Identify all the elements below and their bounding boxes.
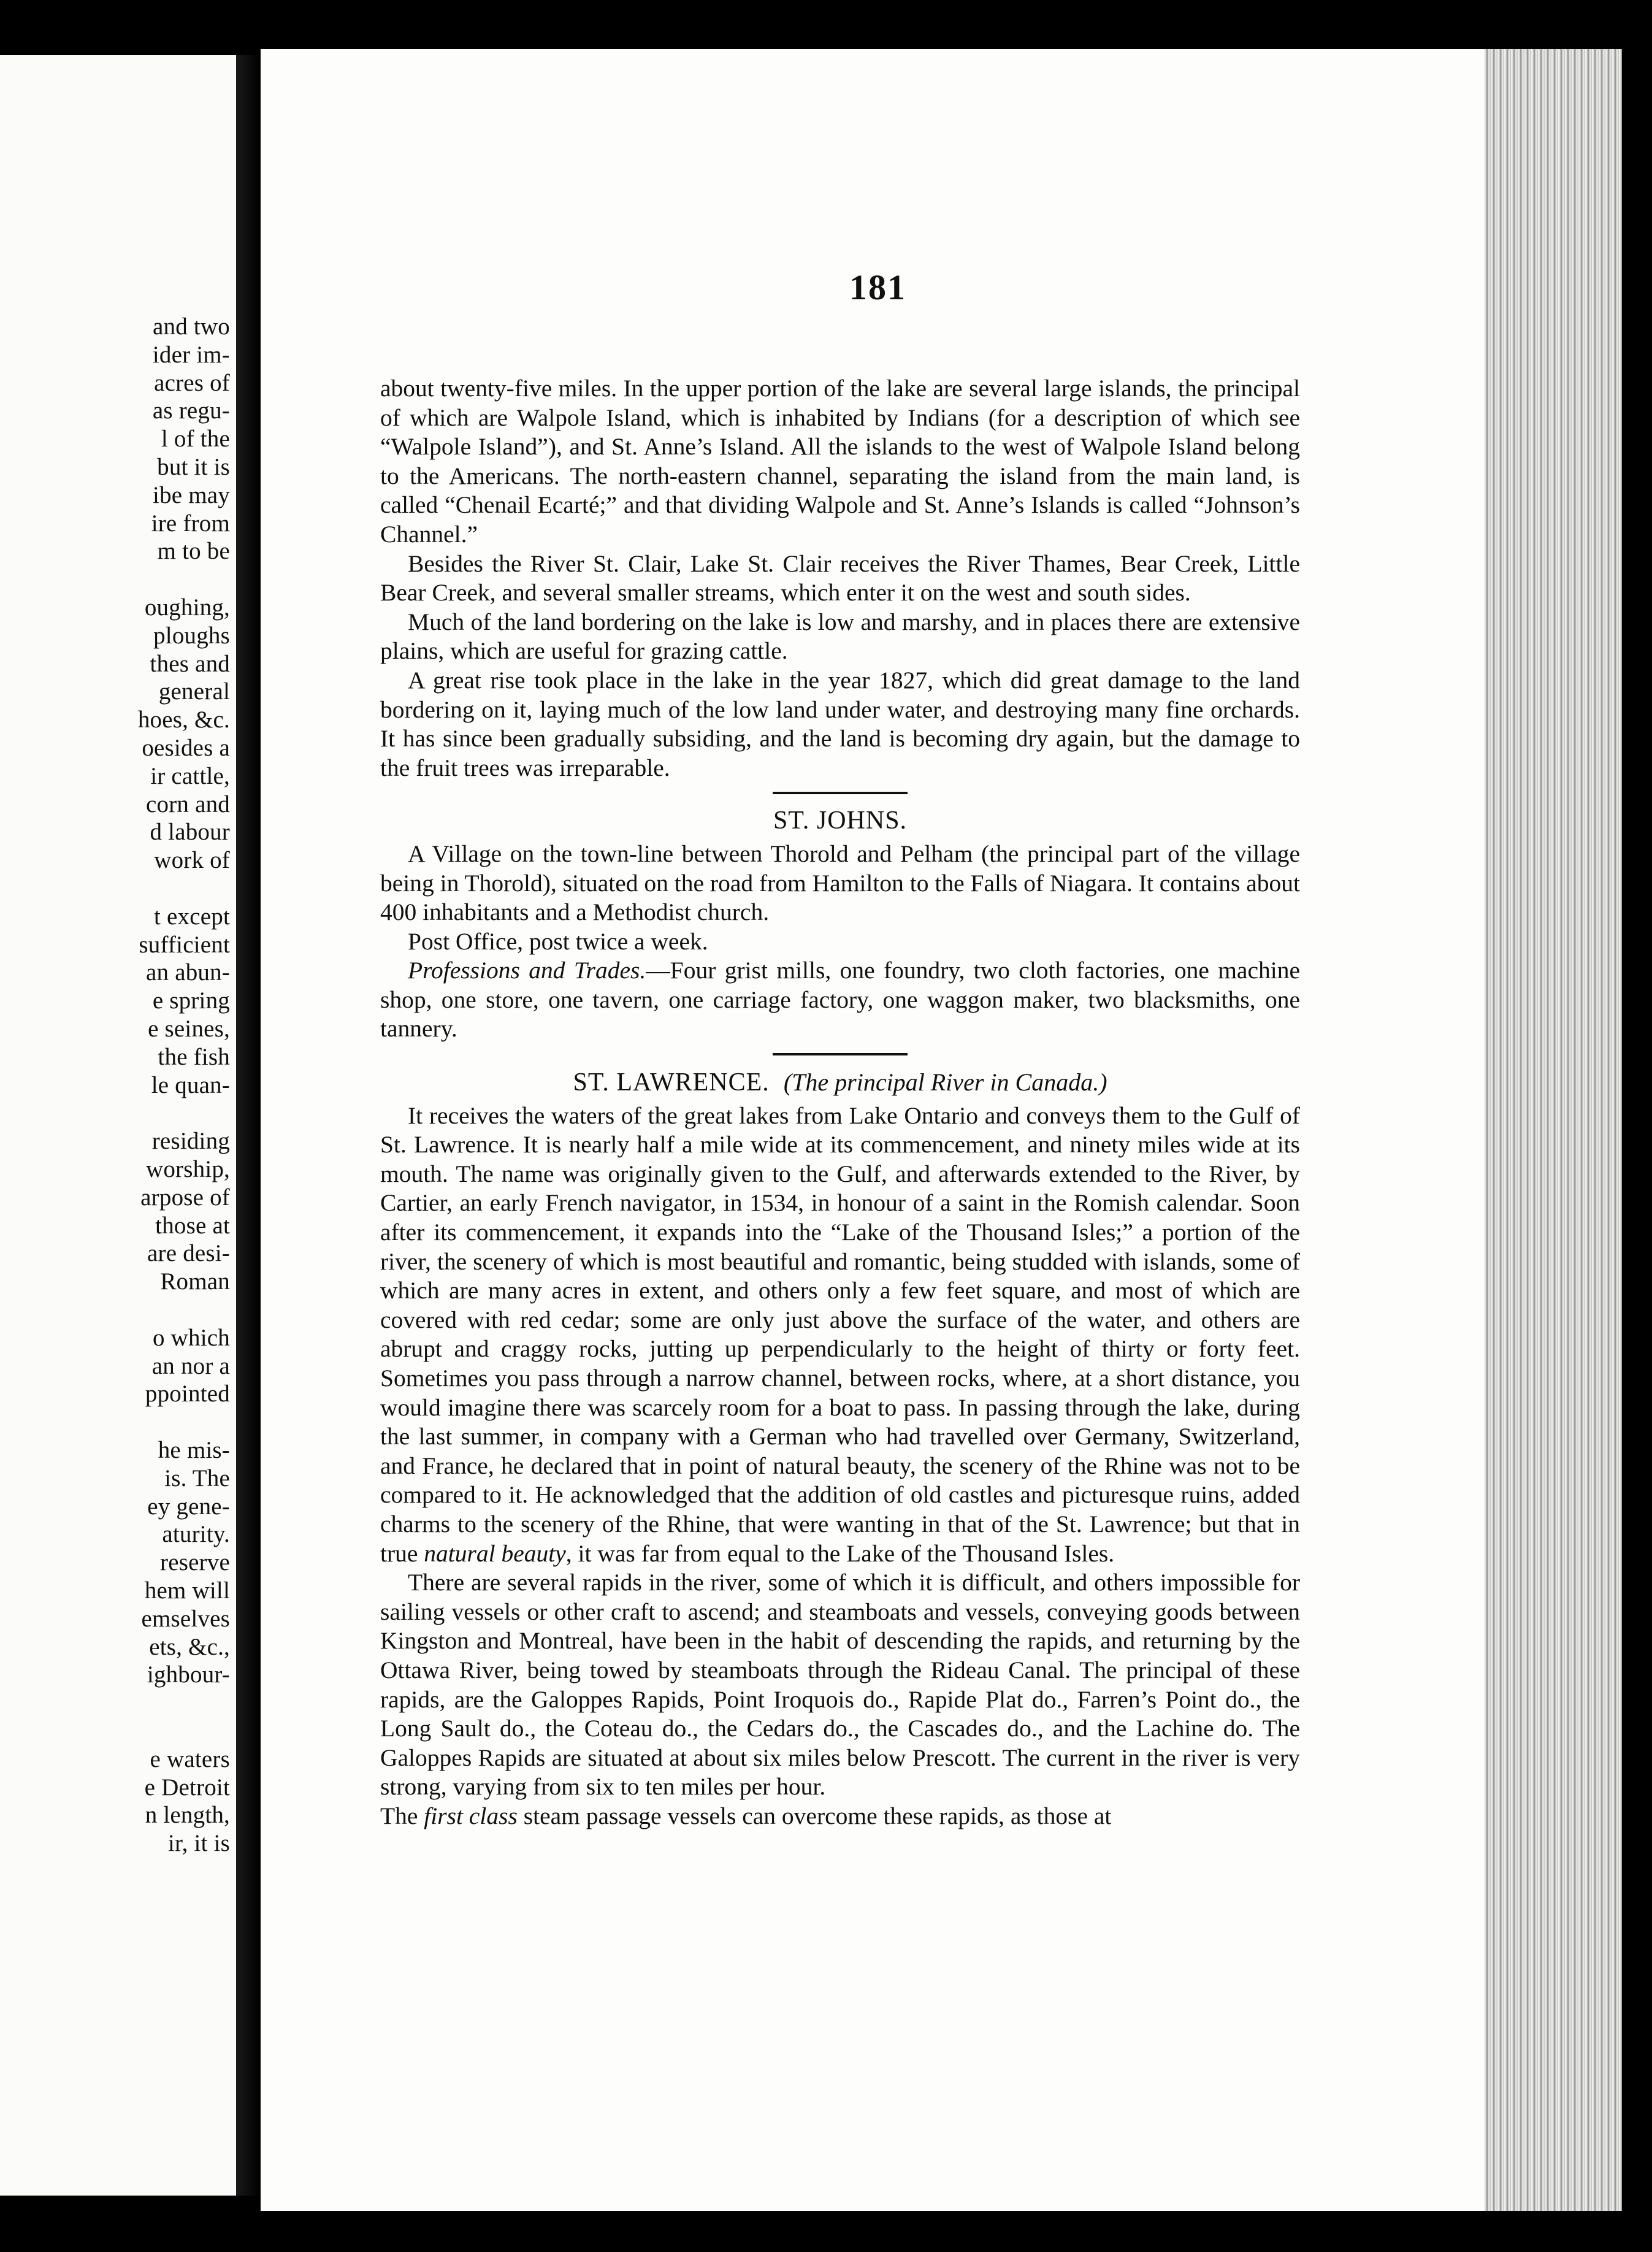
- paragraph: A great rise took place in the lake in the year 1827, which did great damage to the land bordering on it, laying much of the low land under water, and destroying many fine orchards. It has since been gradually subsiding, and the land is becoming dry again, but the damage to the fruit trees was irreparable.: [380, 666, 1300, 781]
- left-page-line: general: [158, 678, 230, 705]
- paragraph-text: steam passage vessels can overcome these rapids, as those at: [517, 1802, 1112, 1829]
- left-page-line: l of the: [161, 426, 230, 453]
- left-page-line: e spring: [152, 987, 230, 1014]
- paragraph: Besides the River St. Clair, Lake St. Clair receives the River Thames, Bear Creek, Little Bear Creek, and several smaller streams, which enter it on the west and south sides.: [380, 550, 1300, 607]
- left-page-line: ppointed: [145, 1381, 230, 1408]
- left-page-line: ey gene-: [147, 1493, 230, 1520]
- left-page-line: aturity.: [162, 1521, 230, 1548]
- italic-label: Professions and Trades.: [408, 957, 646, 984]
- left-page-line: e Detroit: [144, 1774, 230, 1801]
- paragraph: There are several rapids in the river, some of which it is difficult, and others impossible for sailing vessels or other craft to ascend; and steamboats and vessels, conveying goods between Kingston and Montreal, have been in the habit of descending the rapids, and returning by the Ottawa River, being towed by steamboats through the Rideau Canal. The principal of these rapids, are the Galoppes Rapids, Point Iroquois do., Rapide Plat do., Farren’s Point do., the Long Sault do., the Coteau do., the Cedars do., the Cascades do., and the Lachine do. The Galoppes Rapids are situated at about six miles below Prescott. The current in the river is very strong, varying from six to ten miles per hour.: [380, 1569, 1300, 1801]
- left-page-line: ider im-: [152, 341, 230, 368]
- paragraph-text: , it was far from equal to the Lake of the Thousand Isles.: [565, 1539, 1115, 1567]
- left-page-line: is. The: [164, 1465, 230, 1492]
- left-page-line: ire from: [151, 510, 230, 537]
- left-page-line: those at: [155, 1212, 230, 1239]
- left-page-line: reserve: [160, 1549, 230, 1576]
- left-page-line: thes and: [150, 650, 230, 677]
- right-page: [261, 49, 1622, 2211]
- left-page-line: an nor a: [151, 1352, 230, 1379]
- paragraph: A Village on the town-line between Thorold and Pelham (the principal part of the village being in Thorold), situated on the road from Hamilton to the Falls of Niagara. It contains about 400 inhabitants and a Methodist church.: [380, 840, 1300, 926]
- left-page-line: Roman: [160, 1268, 230, 1295]
- left-page-line: he mis-: [158, 1437, 230, 1463]
- left-page-line: sufficient: [139, 931, 230, 958]
- section-heading: ST. JOHNS.: [773, 806, 908, 835]
- left-page-line: le quan-: [151, 1071, 230, 1098]
- paragraph: about twenty-five miles. In the upper portion of the lake are several large islands, the principal of which are Walpole Island, which is inhabited by Indians (for a description of which see “Walpole Island”), and St. Anne’s Island. All the islands to the west of Walpole Island belong to the Americans. The north-eastern channel, separating the island from the main land, is called “Chenail Ecarté;” and that dividing Walpole and St. Anne’s Islands is called “Johnson’s Channel.”: [380, 375, 1300, 548]
- italic-text: natural beauty: [424, 1539, 566, 1567]
- italic-text: first class: [424, 1802, 518, 1829]
- paragraph-text: —Four grist mills, one foundry, two cloth factories, one machine shop, one store, one tavern, one carriage factory, one waggon maker, two blacksmiths, one tannery.: [380, 957, 1300, 1043]
- left-page-line: and two: [153, 313, 230, 340]
- paragraph: [380, 956, 1300, 1044]
- book-gutter: [236, 55, 261, 2196]
- paragraph: [380, 1101, 1300, 1569]
- left-page-line: acres of: [154, 369, 230, 396]
- left-page-line: the fish: [158, 1043, 230, 1070]
- left-page-line: ploughs: [153, 622, 230, 649]
- left-facing-page: [0, 55, 236, 2196]
- left-page-line: arpose of: [140, 1184, 230, 1211]
- left-page-line: emselves: [141, 1605, 230, 1632]
- left-page-line: hoes, &c.: [137, 707, 230, 733]
- left-page-line: ighbour-: [147, 1661, 230, 1688]
- paragraph-text: It receives the waters of the great lakes from Lake Ontario and conveys them to the Gulf of St. Lawrence. It is nearly half a mile wide at its commencement, and ninety miles wide at its mouth. The name was originally given to the Gulf, and afterwards extended to the River, by Cartier, an early French navigator, in 1534, in honour of a saint in the Romish calendar. Soon after its commencement, it expands into the “Lake of the Thousand Isles;” a portion of the river, the scenery of which is most beautiful and romantic, being studded with islands, some of which are many acres in extent, and others only a few feet square, and most of which are covered with red cedar; some are only just above the surface of the water, and others are abrupt and craggy rocks, jutting up perpendicularly to the height of thirty or forty feet. Sometimes you pass through a narrow channel, between rocks, where, at a short distance, you would imagine there was scarcely room for a boat to pass. In passing through the lake, during the last summer, in company with a German who had travelled over Germany, Switzerland, and France, he declared that in point of natural beauty, the scenery of the Rhine was not to be compared to it. He acknowledged that the addition of old castles and picturesque ruins, added charms to the scenery of the Rhine, that were wanting in that of the St. Lawrence; but that in true: [380, 1101, 1300, 1567]
- paragraph: [380, 1802, 1300, 1831]
- heading-subtitle: (The principal River in Canada.): [783, 1068, 1107, 1097]
- section-heading: [380, 1068, 1300, 1098]
- page-edges: [1484, 49, 1622, 2211]
- heading-title: ST. LAWRENCE.: [573, 1068, 770, 1097]
- paragraph: Much of the land bordering on the lake is low and marshy, and in places there are extensive plains, which are useful for grazing cattle.: [380, 608, 1300, 665]
- left-page-line: ets, &c.,: [149, 1633, 230, 1660]
- left-page-line: d labour: [150, 819, 230, 846]
- left-page-line: e seines,: [148, 1016, 230, 1042]
- left-page-line: work of: [154, 847, 230, 874]
- left-page-line: but it is: [157, 454, 230, 480]
- left-page-line: are desi-: [147, 1240, 230, 1267]
- paragraph: Post Office, post twice a week.: [408, 927, 708, 955]
- left-page-line: hem will: [144, 1577, 230, 1604]
- section-divider: [773, 792, 908, 794]
- left-page-line: ir cattle,: [150, 762, 230, 789]
- left-page-line: ibe may: [153, 481, 230, 508]
- page-number: 181: [849, 267, 906, 307]
- left-page-line: t except: [154, 903, 230, 930]
- left-page-line: corn and: [146, 791, 230, 818]
- left-page-line: oughing,: [144, 594, 230, 621]
- left-page-line: m to be: [157, 538, 230, 565]
- left-page-line: o which: [153, 1324, 230, 1351]
- left-page-line: oesides a: [142, 735, 230, 761]
- paragraph-text: The: [380, 1802, 424, 1829]
- page-text: [380, 374, 1300, 1831]
- left-page-line: n length,: [145, 1802, 230, 1829]
- left-page-line: worship,: [145, 1156, 230, 1182]
- left-page-line: as regu-: [152, 397, 230, 424]
- left-page-line: e waters: [150, 1745, 230, 1772]
- left-page-line: ir, it is: [168, 1830, 230, 1857]
- left-page-line: an abun-: [146, 959, 230, 986]
- left-page-line: residing: [151, 1128, 230, 1155]
- section-divider: [773, 1053, 908, 1055]
